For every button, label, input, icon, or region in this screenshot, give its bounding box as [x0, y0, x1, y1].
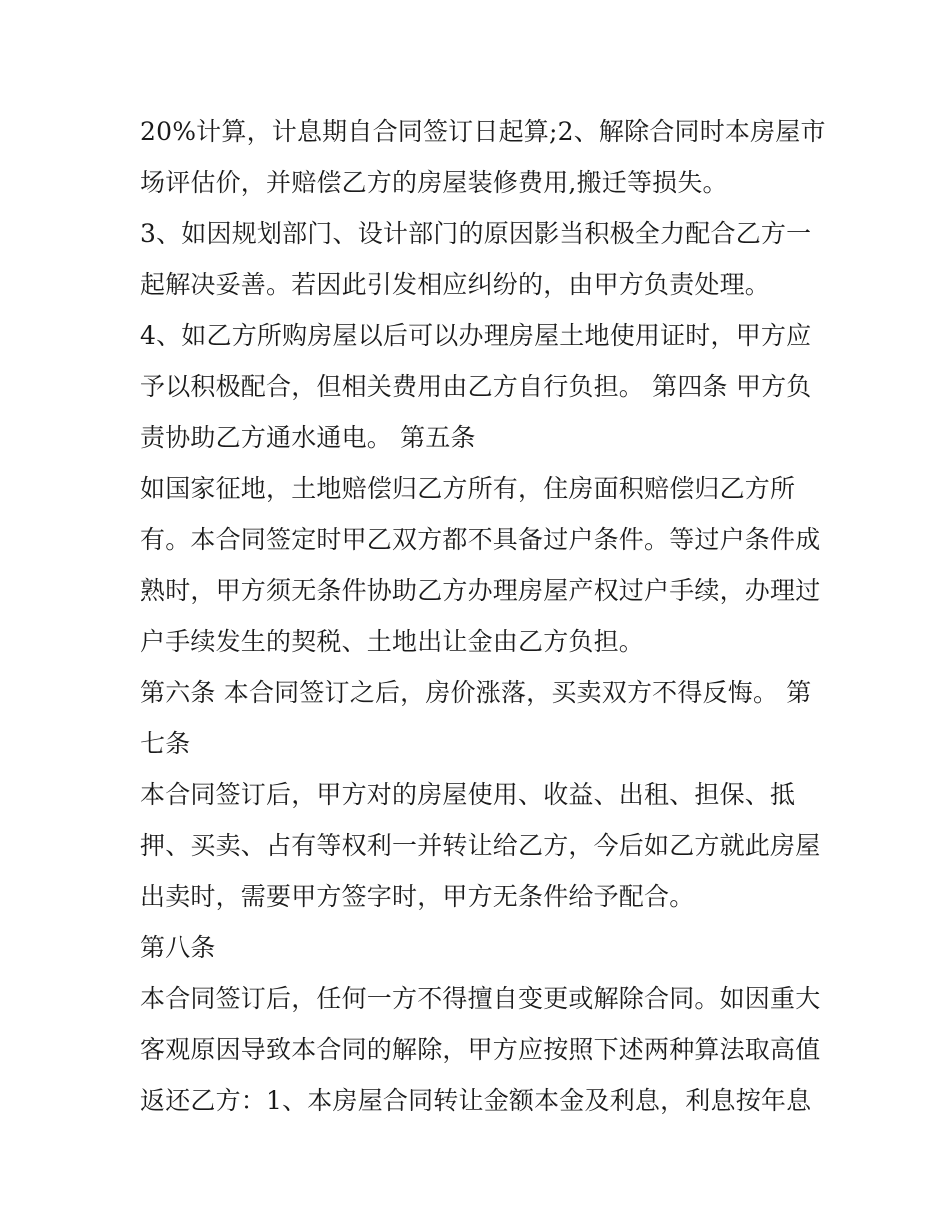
text-line: 场评估价，并赔偿乙方的房屋装修费用,搬迁等损失。 [140, 168, 728, 197]
text-line: 七条 [140, 729, 191, 758]
text-line: 第六条 本合同签订之后，房价涨落，买卖双方不得反悔。 第 [140, 678, 812, 707]
text-line: 责协助乙方通水通电。 第五条 [140, 423, 476, 452]
text-line: 予以积极配合，但相关费用由乙方自行负担。 第四条 甲方负 [140, 372, 812, 401]
text-line: 3、如因规划部门、设计部门的原因影当积极全力配合乙方一 [140, 219, 812, 248]
text-line: 有。本合同签定时甲乙双方都不具备过户条件。等过户条件成 [140, 525, 821, 554]
text-line: 户手续发生的契税、土地出让金由乙方负担。 [140, 627, 645, 656]
text-line: 4、如乙方所购房屋以后可以办理房屋土地使用证时，甲方应 [140, 321, 812, 350]
text-line: 20%计算，计息期自合同签订日起算;2、解除合同时本房屋市 [140, 117, 826, 146]
text-line: 起解决妥善。若因此引发相应纠纷的，由甲方负责处理。 [140, 270, 771, 299]
text-line: 如国家征地，土地赔偿归乙方所有，住房面积赔偿归乙方所 [140, 474, 796, 503]
text-line: 熟时，甲方须无条件协助乙方办理房屋产权过户手续，办理过 [140, 576, 821, 605]
text-line: 返还乙方：1、本房屋合同转让金额本金及利息，利息按年息 [140, 1086, 812, 1115]
text-line: 出卖时，需要甲方签字时，甲方无条件给予配合。 [140, 882, 695, 911]
text-line: 押、买卖、占有等权利一并转让给乙方，今后如乙方就此房屋 [140, 831, 821, 860]
text-line: 本合同签订后，甲方对的房屋使用、收益、出租、担保、抵 [140, 780, 796, 809]
text-line: 本合同签订后，任何一方不得擅自变更或解除合同。如因重大 [140, 984, 821, 1013]
text-line: 客观原因导致本合同的解除，甲方应按照下述两种算法取高值 [140, 1035, 821, 1064]
text-line: 第八条 [140, 933, 216, 962]
